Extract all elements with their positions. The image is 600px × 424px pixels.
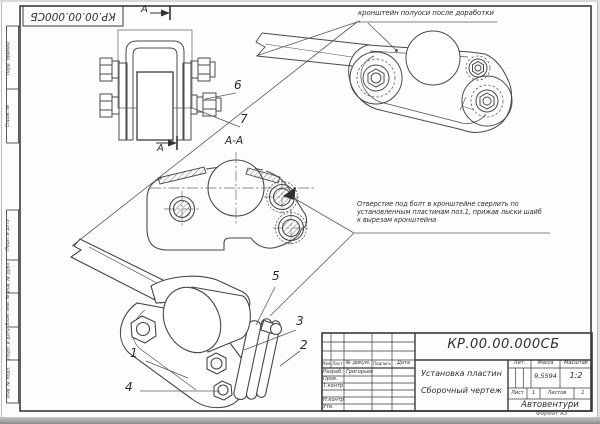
tb-lit-label: Лит. [513, 360, 526, 366]
tb-title-line1: Установка пластин [421, 369, 502, 378]
section-mark-top: А [141, 4, 148, 15]
corner-stamp-designation: КР.00.00.000СБ [30, 10, 116, 22]
tb-row-prov: Пров. [323, 376, 338, 382]
tb-listov-label: Листов [547, 389, 567, 396]
tb-masshtab-label: Масштаб [564, 360, 588, 366]
drill-note-line2: установленным пластинам поз.1, прижав лыски шайб [357, 208, 542, 216]
section-view-title: А-А [225, 135, 244, 147]
tb-list-label: Лист [511, 389, 524, 396]
margin-label-inv-no-dubl: Инв. № дубл. [6, 260, 11, 293]
drill-note-line1: Отверстие под болт в кронштейне сверлить по [357, 200, 519, 208]
margin-label-inv-no-podl: Инв. № подл. [6, 365, 11, 398]
callout-6: 6 [234, 78, 242, 92]
bracket-annotation: кронштейн полуоси после доработки [358, 9, 494, 17]
tb-list-value: 1 [531, 389, 536, 396]
callout-5: 5 [272, 269, 280, 283]
margin-label-vzam-inv-no: Взам. инв. № [6, 294, 11, 326]
right-bolts [191, 58, 221, 116]
tb-row-tkontr: Т.контр. [323, 383, 345, 389]
callout-7: 7 [240, 112, 248, 126]
tb-listov-value: 1 [581, 389, 585, 396]
margin-label-podp-i-data-1: Подп. и дата [6, 219, 11, 251]
tb-masshtab-value: 1:2 [569, 371, 583, 380]
margin-label-sprav-no: Справ. № [6, 104, 11, 128]
tb-massa-value: 9,5594 [534, 372, 557, 380]
drill-note-line3: к вырезам кронштейна [357, 216, 437, 224]
scan-edge-top [0, 0, 600, 2]
section-view [147, 152, 314, 250]
modified-bracket-view [256, 31, 512, 132]
callout-3: 3 [296, 314, 304, 328]
margin-label-perv-primen: Перв. примен. [6, 40, 11, 75]
title-block-designation: КР.00.00.000СБ [447, 337, 560, 352]
tb-razrab-name: Григорьев [346, 368, 374, 375]
section-mark-bottom: А [157, 143, 164, 154]
tb-col-izm: Изм. [322, 360, 332, 366]
margin-label-podp-i-data-2: Подп. и дата [6, 327, 11, 360]
front-view [100, 30, 221, 140]
tb-title-line2: Сборочный чертеж [421, 386, 502, 395]
callout-4: 4 [125, 380, 133, 394]
tb-company: Автовентури [521, 400, 579, 410]
tb-massa-label: Масса [537, 360, 554, 366]
isometric-view [71, 239, 282, 408]
scan-edge-bottom [0, 417, 600, 424]
tb-row-razrab: Разраб. [323, 368, 343, 375]
callout-2: 2 [300, 338, 308, 352]
tb-row-nkontr: Н.контр. [323, 397, 346, 403]
tb-col-list: Лист [332, 360, 343, 366]
tb-row-utv: Утв. [323, 404, 334, 410]
tb-col-dokum: № докум. [345, 360, 371, 366]
format-note: Формат А3 [536, 411, 568, 417]
left-bolts [100, 58, 119, 117]
callout-1: 1 [130, 346, 138, 360]
tb-col-data: Дата [397, 360, 410, 366]
tb-col-podp: Подпись [373, 360, 391, 366]
